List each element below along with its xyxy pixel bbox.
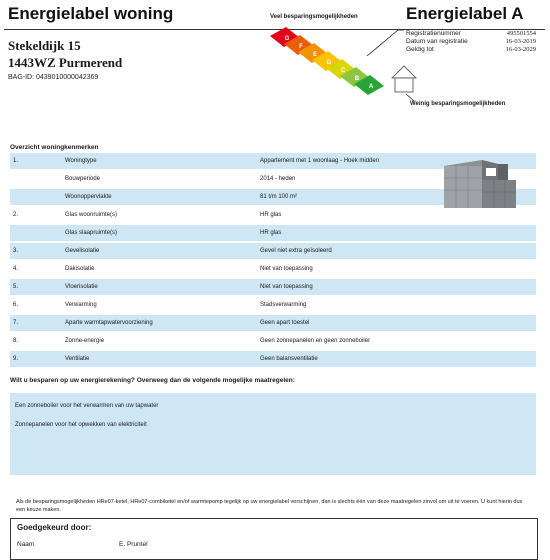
- table-row: [10, 225, 536, 243]
- row-value: Geen balansventilatie: [260, 356, 318, 362]
- measure-item: Zonnepanelen voor het opwekken van elektriciteit: [15, 422, 147, 428]
- scale-letter: C: [340, 68, 346, 74]
- row-characteristic: Zonne-energie: [65, 338, 105, 344]
- row-number: 1.: [13, 158, 19, 164]
- row-characteristic: Verwarming: [65, 302, 97, 308]
- table-row: [10, 333, 536, 351]
- address-street: Stekeldijk 15: [8, 38, 81, 53]
- approval-box: [10, 518, 538, 560]
- table-row: [10, 261, 536, 279]
- row-value: HR glas: [260, 230, 282, 236]
- meta-value: 495501554: [506, 30, 536, 37]
- row-number: 7.: [13, 320, 19, 326]
- house-icon: [392, 66, 416, 92]
- measure-item: Een zonneboiler voor het verwarmen van uw tapwater: [15, 403, 159, 409]
- row-number: 6.: [13, 302, 19, 308]
- row-characteristic: Aparte warmtapwatervoorziening: [65, 320, 153, 326]
- row-characteristic: Glas slaapruimte(s): [65, 230, 118, 236]
- row-characteristic: Woningtype: [65, 158, 97, 164]
- row-value: Appartement met 1 woonlaag - Hoek midden: [260, 158, 380, 164]
- registration-details: [406, 30, 536, 54]
- table-row: [10, 351, 536, 369]
- row-number: 3.: [13, 248, 19, 254]
- energy-label-title: Energielabel A: [406, 4, 524, 23]
- row-number: 9.: [13, 356, 19, 362]
- meta-value: 16-03-2019: [505, 38, 536, 45]
- meta-key: Datum van registratie: [406, 38, 468, 45]
- meta-key: Geldig tot: [406, 46, 434, 53]
- meta-row: [406, 38, 536, 46]
- row-characteristic: Glas woonruimte(s): [65, 212, 118, 218]
- scale-letter: B: [354, 76, 360, 82]
- meta-row: [406, 30, 536, 38]
- row-value: Niet van toepassing: [260, 284, 313, 290]
- row-value: Geen apart toestel: [260, 320, 310, 326]
- scale-top-caption: Veel besparingsmogelijkheden: [270, 14, 358, 20]
- row-characteristic: Bouwperiode: [65, 176, 101, 182]
- scale-letter: D: [326, 60, 332, 66]
- label-pointer-line: [367, 30, 398, 56]
- row-characteristic: Vloerisolatie: [65, 284, 98, 290]
- scale-letter: E: [312, 52, 318, 58]
- row-number: 2.: [13, 212, 19, 218]
- meta-value: 16-03-2029: [505, 46, 536, 53]
- meta-row: [406, 46, 536, 54]
- energy-scale-diagram: [270, 22, 420, 102]
- row-number: 4.: [13, 266, 19, 272]
- row-number: 8.: [13, 338, 19, 344]
- page-title: Energielabel woning: [8, 4, 174, 23]
- meta-key: Registratienummer: [406, 30, 461, 37]
- table-row: [10, 315, 536, 333]
- row-characteristic: Gevelisolatie: [65, 248, 100, 254]
- row-value: Gevel niet extra geïsoleerd: [260, 248, 332, 254]
- row-value: HR glas: [260, 212, 282, 218]
- approver-name-label: Naam: [17, 541, 35, 548]
- row-value: Geen zonnepanelen en geen zonneboiler: [260, 338, 371, 344]
- table-row: [10, 279, 536, 297]
- row-value: 81 t/m 100 m²: [260, 194, 298, 200]
- table-row: [10, 243, 536, 261]
- row-characteristic: Woonoppervlakte: [65, 194, 112, 200]
- footnote: Als de besparingsmogelijkheden HRe07-ketel, HRe07-combiketel en/of warmtepomp tegelijk op uw energielabel verschijnen, dan is slechts één van deze maatregelen zinvol om uit te voeren. U kunt hierin dus een keuze maken.: [16, 499, 523, 513]
- scale-letter: A: [368, 84, 374, 90]
- scale-letter: F: [299, 44, 303, 50]
- row-value: Niet van toepassing: [260, 266, 313, 272]
- overview-title: Overzicht woningkenmerken: [10, 144, 99, 151]
- approver-name: E. Pruntel: [119, 541, 148, 548]
- row-characteristic: Ventilatie: [65, 356, 90, 362]
- savings-measures: [10, 393, 536, 475]
- scale-bottom-caption: Weinig besparingsmogelijkheden: [410, 101, 506, 107]
- row-number: 5.: [13, 284, 19, 290]
- row-characteristic: Dakisolatie: [65, 266, 95, 272]
- bottom-caption-pointer: [406, 94, 414, 101]
- scale-letter: G: [284, 36, 290, 42]
- apartment-illustration: [442, 158, 522, 214]
- address-postcode-city: 1443WZ Purmerend: [8, 55, 123, 70]
- table-row: [10, 297, 536, 315]
- savings-question: Wilt u besparen op uw energierekening? Overweeg dan de volgende mogelijke maatregelen:: [10, 377, 295, 384]
- row-value: 2014 - heden: [260, 176, 296, 182]
- row-value: Stadsverwarming: [260, 302, 307, 308]
- approval-heading: Goedgekeurd door:: [17, 523, 92, 532]
- bag-id: BAG-ID: 0439010000042369: [8, 74, 99, 81]
